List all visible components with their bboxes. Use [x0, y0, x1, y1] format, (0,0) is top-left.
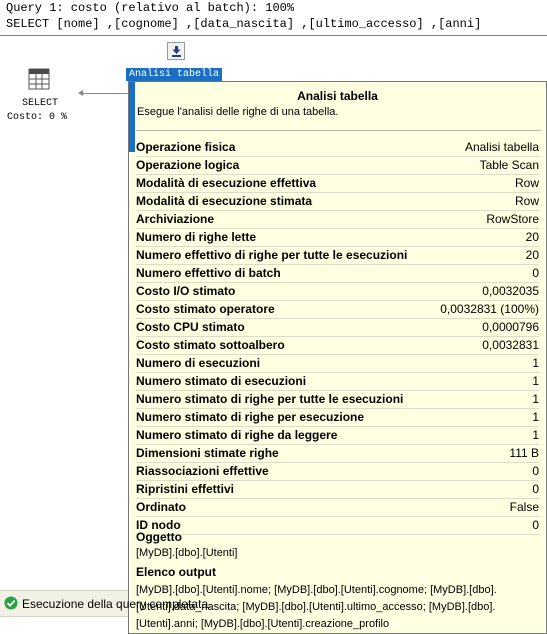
property-row [136, 499, 539, 517]
property-label: Numero stimato di righe per esecuzione [136, 410, 365, 424]
expand-down-icon [171, 45, 182, 58]
property-value: Row [514, 194, 539, 208]
property-value: 20 [525, 230, 539, 244]
table-scan-node-caption[interactable]: Analisi tabella [126, 68, 222, 81]
property-value: 0,0032831 (100%) [440, 302, 539, 316]
property-row [136, 175, 539, 193]
property-row [136, 247, 539, 265]
property-value: 0 [532, 518, 539, 532]
property-row [136, 211, 539, 229]
property-row [136, 319, 539, 337]
property-row [136, 445, 539, 463]
property-label: Modalità di esecuzione effettiva [136, 176, 317, 190]
query-cost-line: Query 1: costo (relativo al batch): 100% [6, 1, 295, 15]
property-label: Numero effettivo di righe per tutte le esecuzioni [136, 248, 408, 262]
output-list-heading: Elenco output [136, 565, 216, 579]
expand-down-button[interactable] [167, 42, 185, 60]
property-label: Costo I/O stimato [136, 284, 236, 298]
property-value: 0,0000796 [482, 320, 539, 334]
plan-connector-line [80, 93, 128, 94]
property-value: 0,0032831 [482, 338, 539, 352]
property-row [136, 337, 539, 355]
property-row [136, 139, 539, 157]
property-label: Numero stimato di esecuzioni [136, 374, 307, 388]
header-divider [0, 35, 547, 36]
operator-properties-tooltip [128, 81, 547, 634]
property-value: 0 [532, 482, 539, 496]
property-row [136, 355, 539, 373]
object-value: [MyDB].[dbo].[Utenti] [136, 547, 238, 559]
object-heading: Oggetto [136, 530, 182, 544]
property-value: 1 [532, 374, 539, 388]
connector-arrow-icon [78, 90, 83, 96]
property-row [136, 301, 539, 319]
property-value: Analisi tabella [464, 140, 539, 154]
result-grid-icon [28, 68, 50, 90]
property-label: Numero di righe lette [136, 230, 257, 244]
property-value: 1 [532, 356, 539, 370]
property-label: Numero stimato di righe da leggere [136, 428, 338, 442]
property-value: 0 [532, 464, 539, 478]
property-row [136, 517, 539, 535]
property-row [136, 409, 539, 427]
property-row [136, 391, 539, 409]
property-label: Archiviazione [136, 212, 215, 226]
success-check-icon [4, 596, 18, 610]
property-label: Costo stimato operatore [136, 302, 275, 316]
property-row [136, 463, 539, 481]
select-plan-node[interactable] [0, 65, 80, 125]
property-label: Costo CPU stimato [136, 320, 245, 334]
output-list-value: [MyDB].[dbo].[Utenti].nome; [MyDB].[dbo].[Utenti].cognome; [MyDB].[dbo].[Utenti].data_nascita; [MyDB].[dbo].[Utenti].ultimo_accesso; [MyDB].[dbo].[Utenti].anni; [MyDB].[dbo].[Utenti].creazione_profilo [136, 584, 497, 630]
property-value: 0 [532, 266, 539, 280]
property-label: Dimensioni stimate righe [136, 446, 279, 460]
property-label: Numero di esecuzioni [136, 356, 261, 370]
property-row [136, 193, 539, 211]
property-row [136, 157, 539, 175]
property-label: Ripristini effettivi [136, 482, 235, 496]
select-node-cost: Costo: 0 % [7, 112, 68, 123]
property-row [136, 373, 539, 391]
property-label: Riassociazioni effettive [136, 464, 269, 478]
status-bar [0, 590, 212, 617]
property-label: Ordinato [136, 500, 186, 514]
status-message: Esecuzione della query completata. [22, 597, 212, 611]
property-label: Numero stimato di righe per tutte le esecuzioni [136, 392, 404, 406]
property-row [136, 265, 539, 283]
property-value: 111 B [509, 446, 539, 460]
tooltip-title: Analisi tabella [297, 89, 378, 103]
property-value: RowStore [486, 212, 539, 226]
property-label: Numero effettivo di batch [136, 266, 281, 280]
property-value: 0,0032035 [482, 284, 539, 298]
property-label: Operazione fisica [136, 140, 236, 154]
property-value: Row [514, 176, 539, 190]
property-value: False [509, 500, 539, 514]
property-value: 1 [532, 428, 539, 442]
property-label: Costo stimato sottoalbero [136, 338, 285, 352]
select-node-label: SELECT [21, 98, 58, 109]
query-header [0, 0, 547, 36]
tooltip-description: Esegue l'analisi delle righe di una tabella. [137, 106, 339, 118]
property-value: 1 [532, 410, 539, 424]
property-row [136, 427, 539, 445]
property-value: 1 [532, 392, 539, 406]
properties-list [136, 139, 539, 535]
property-label: Modalità di esecuzione stimata [136, 194, 313, 208]
property-row [136, 481, 539, 499]
tooltip-divider [136, 130, 541, 131]
property-value: 20 [525, 248, 539, 262]
property-label: Operazione logica [136, 158, 240, 172]
query-sql-text[interactable]: SELECT [nome] ,[cognome] ,[data_nascita] ,[ultimo_accesso] ,[anni] [6, 17, 482, 31]
property-row [136, 229, 539, 247]
property-label: ID nodo [136, 518, 181, 532]
property-row [136, 283, 539, 301]
property-value: Table Scan [479, 158, 539, 172]
